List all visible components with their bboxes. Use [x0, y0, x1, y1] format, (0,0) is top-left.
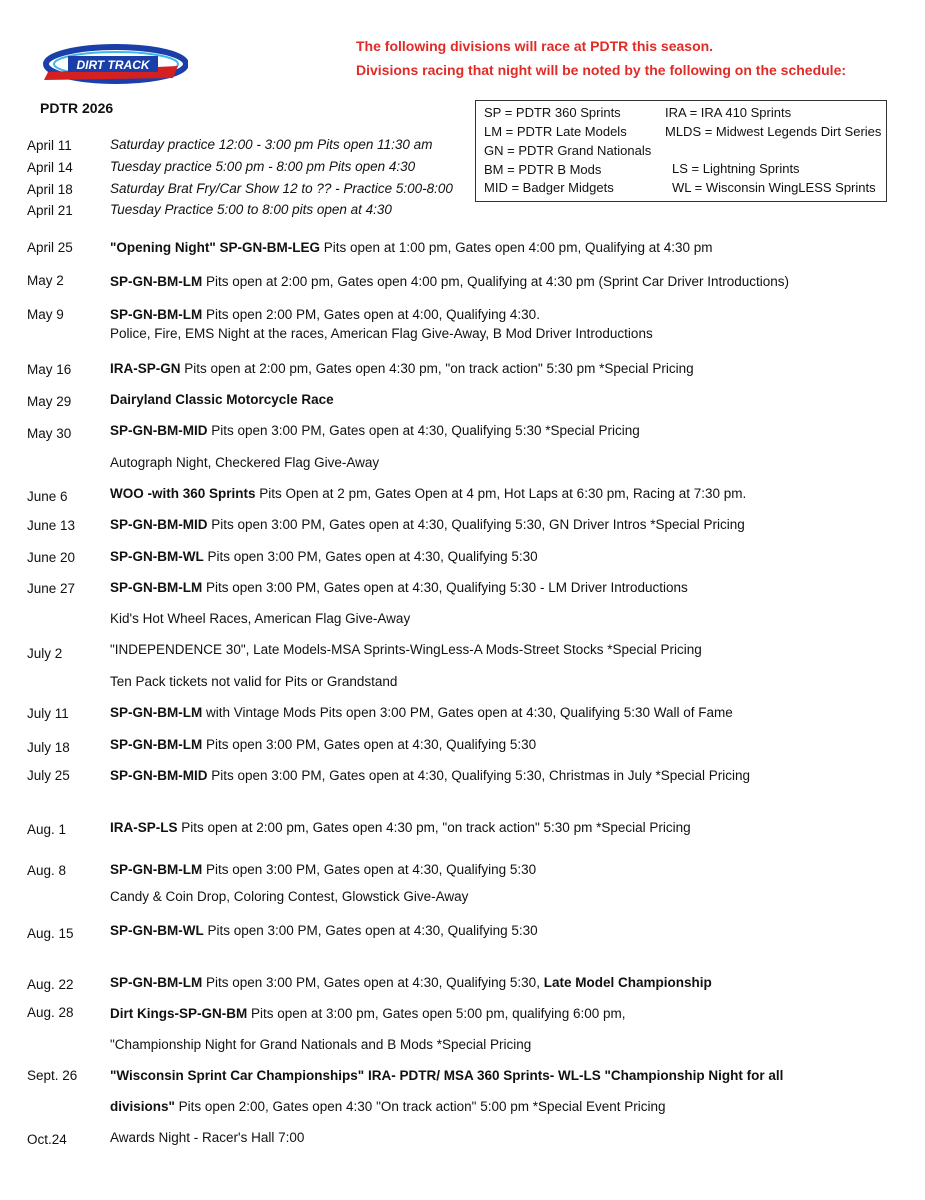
legend-ira: IRA = IRA 410 Sprints: [665, 105, 792, 120]
event-details: [110, 549, 538, 564]
event-details: [110, 862, 536, 877]
event-date: June 27: [27, 581, 76, 596]
event-divisions: Dairyland Classic Motorcycle Race: [110, 392, 334, 407]
event-divisions: WOO -with 360 Sprints: [110, 486, 256, 501]
event-details: [110, 768, 750, 783]
event-date: Oct.24: [27, 1132, 67, 1147]
event-details: [110, 274, 789, 289]
event-details: [110, 737, 536, 752]
event-divisions: SP-GN-BM-MID: [110, 768, 208, 783]
event-details: [110, 1006, 625, 1021]
track-logo: [38, 42, 188, 88]
event-divisions: SP-GN-BM-LM: [110, 862, 203, 877]
event-divisions: SP-GN-BM-WL: [110, 549, 204, 564]
division-legend: [475, 100, 887, 202]
event-highlight: Late Model Championship: [543, 975, 712, 990]
event-details: [110, 923, 538, 938]
event-date: April 14: [27, 160, 73, 175]
event-details: "INDEPENDENCE 30", Late Models-MSA Sprints-WingLess-A Mods-Street Stocks *Special Pricing: [110, 642, 702, 657]
header-line-1: The following divisions will race at PDTR this season.: [356, 38, 714, 54]
season-title: PDTR 2026: [40, 100, 114, 116]
legend-ls: LS = Lightning Sprints: [672, 161, 800, 176]
event-date: July 11: [27, 706, 69, 721]
legend-sp: SP = PDTR 360 Sprints: [484, 105, 621, 120]
event-details: [110, 517, 745, 532]
event-date: June 20: [27, 550, 76, 565]
event-details: [110, 240, 713, 255]
event-date: April 21: [27, 203, 73, 218]
event-divisions: IRA-SP-LS: [110, 820, 178, 835]
event-details: [110, 307, 540, 322]
event-divisions: SP-GN-BM-WL: [110, 923, 204, 938]
event-date: May 16: [27, 362, 72, 377]
event-note: Police, Fire, EMS Night at the races, American Flag Give-Away, B Mod Driver Introductions: [110, 326, 653, 341]
event-details-continued: [110, 1099, 666, 1114]
event-date: Sept. 26: [27, 1068, 78, 1083]
event-info: with Vintage Mods Pits open 3:00 PM, Gates open at 4:30, Qualifying 5:30 Wall of Fame: [202, 705, 733, 720]
event-divisions: SP-GN-BM-MID: [110, 517, 208, 532]
event-date: June 13: [27, 518, 76, 533]
event-divisions: SP-GN-BM-LM: [110, 307, 203, 322]
event-info: Pits open at 2:00 pm, Gates open 4:00 pm, Qualifying at 4:30 pm (Sprint Car Driver Introductions): [202, 274, 790, 289]
event-date: Aug. 15: [27, 926, 74, 941]
event-divisions: "Opening Night" SP-GN-BM-LEG: [110, 240, 321, 255]
event-details: [110, 705, 733, 720]
legend-mlds: MLDS = Midwest Legends Dirt Series: [665, 124, 882, 139]
legend-mid: MID = Badger Midgets: [484, 180, 614, 195]
event-divisions: SP-GN-BM-LM: [110, 274, 203, 289]
event-info: Pits open 2:00, Gates open 4:30 "On track action" 5:00 pm *Special Event Pricing: [174, 1099, 666, 1114]
event-divisions: SP-GN-BM-LM: [110, 705, 203, 720]
event-divisions: divisions": [110, 1099, 175, 1114]
event-date: Aug. 22: [27, 977, 74, 992]
event-date: July 18: [27, 740, 70, 755]
event-details: [110, 423, 640, 438]
event-date: May 30: [27, 426, 72, 441]
event-info: Pits open 2:00 PM, Gates open at 4:00, Qualifying 4:30.: [202, 307, 540, 322]
event-note: Kid's Hot Wheel Races, American Flag Give-Away: [110, 611, 411, 626]
event-details: Tuesday practice 5:00 pm - 8:00 pm Pits open 4:30: [110, 159, 416, 174]
event-divisions: SP-GN-BM-LM: [110, 580, 203, 595]
event-info: Pits open 3:00 PM, Gates open at 4:30, Qualifying 5:30: [202, 737, 537, 752]
event-info: Pits open 3:00 PM, Gates open at 4:30, Qualifying 5:30,: [202, 975, 544, 990]
event-note: Candy & Coin Drop, Coloring Contest, Glowstick Give-Away: [110, 889, 469, 904]
event-date: May 9: [27, 307, 64, 322]
event-date: Aug. 8: [27, 863, 67, 878]
event-details: Saturday practice 12:00 - 3:00 pm Pits open 11:30 am: [110, 137, 433, 152]
event-date: April 25: [27, 240, 73, 255]
event-date: July 25: [27, 768, 70, 783]
event-info: Pits open 3:00 PM, Gates open at 4:30, Qualifying 5:30: [203, 549, 538, 564]
legend-lm: LM = PDTR Late Models: [484, 124, 627, 139]
event-divisions: Dirt Kings-SP-GN-BM: [110, 1006, 248, 1021]
event-divisions: SP-GN-BM-MID: [110, 423, 208, 438]
logo-text: DIRT TRACK: [76, 58, 150, 72]
event-info: Pits open 3:00 PM, Gates open at 4:30, Qualifying 5:30, GN Driver Intros *Special Pricing: [207, 517, 745, 532]
event-date: May 2: [27, 273, 64, 288]
event-divisions: "Wisconsin Sprint Car Championships" IRA- PDTR/ MSA 360 Sprints- WL-LS "Championship Night for all: [110, 1068, 784, 1083]
event-details: Awards Night - Racer's Hall 7:00: [110, 1130, 305, 1145]
event-date: June 6: [27, 489, 68, 504]
event-info: Pits open at 2:00 pm, Gates open 4:30 pm, "on track action" 5:30 pm *Special Pricing: [177, 820, 691, 835]
legend-gn: GN = PDTR Grand Nationals: [484, 143, 652, 158]
event-details: [110, 392, 334, 407]
event-date: April 18: [27, 182, 73, 197]
event-info: Pits open at 2:00 pm, Gates open 4:30 pm, "on track action" 5:30 pm *Special Pricing: [180, 361, 694, 376]
event-info: Pits open 3:00 PM, Gates open at 4:30, Qualifying 5:30: [202, 862, 537, 877]
event-info: Pits open 3:00 PM, Gates open at 4:30, Qualifying 5:30 - LM Driver Introductions: [202, 580, 688, 595]
event-details: [110, 820, 691, 835]
event-details: Tuesday Practice 5:00 to 8:00 pits open at 4:30: [110, 202, 392, 217]
event-divisions: SP-GN-BM-LM: [110, 975, 203, 990]
event-info: Pits open at 3:00 pm, Gates open 5:00 pm, qualifying 6:00 pm,: [247, 1006, 626, 1021]
event-info: Pits open 3:00 PM, Gates open at 4:30, Qualifying 5:30: [203, 923, 538, 938]
event-info: Pits Open at 2 pm, Gates Open at 4 pm, Hot Laps at 6:30 pm, Racing at 7:30 pm.: [255, 486, 747, 501]
event-details: Saturday Brat Fry/Car Show 12 to ?? - Practice 5:00-8:00: [110, 181, 453, 196]
event-divisions: SP-GN-BM-LM: [110, 737, 203, 752]
header-line-2: Divisions racing that night will be noted by the following on the schedule:: [356, 62, 847, 78]
event-divisions: IRA-SP-GN: [110, 361, 181, 376]
event-date: April 11: [27, 138, 72, 153]
event-note: "Championship Night for Grand Nationals and B Mods *Special Pricing: [110, 1037, 532, 1052]
legend-wl: WL = Wisconsin WingLESS Sprints: [672, 180, 876, 195]
event-date: Aug. 28: [27, 1005, 74, 1020]
event-date: Aug. 1: [27, 822, 67, 837]
event-info: Pits open 3:00 PM, Gates open at 4:30, Qualifying 5:30, Christmas in July *Special Pricing: [207, 768, 751, 783]
event-note: Ten Pack tickets not valid for Pits or Grandstand: [110, 674, 398, 689]
event-date: May 29: [27, 394, 72, 409]
legend-bm: BM = PDTR B Mods: [484, 162, 602, 177]
event-details: [110, 361, 694, 376]
event-info: Pits open at 1:00 pm, Gates open 4:00 pm, Qualifying at 4:30 pm: [320, 240, 713, 255]
event-details: [110, 1068, 783, 1083]
event-details: [110, 975, 712, 990]
track-logo-graphic: [38, 42, 188, 88]
event-details: [110, 486, 746, 501]
event-details: [110, 580, 688, 595]
event-date: July 2: [27, 646, 63, 661]
event-note: Autograph Night, Checkered Flag Give-Away: [110, 455, 380, 470]
event-info: Pits open 3:00 PM, Gates open at 4:30, Qualifying 5:30 *Special Pricing: [207, 423, 640, 438]
